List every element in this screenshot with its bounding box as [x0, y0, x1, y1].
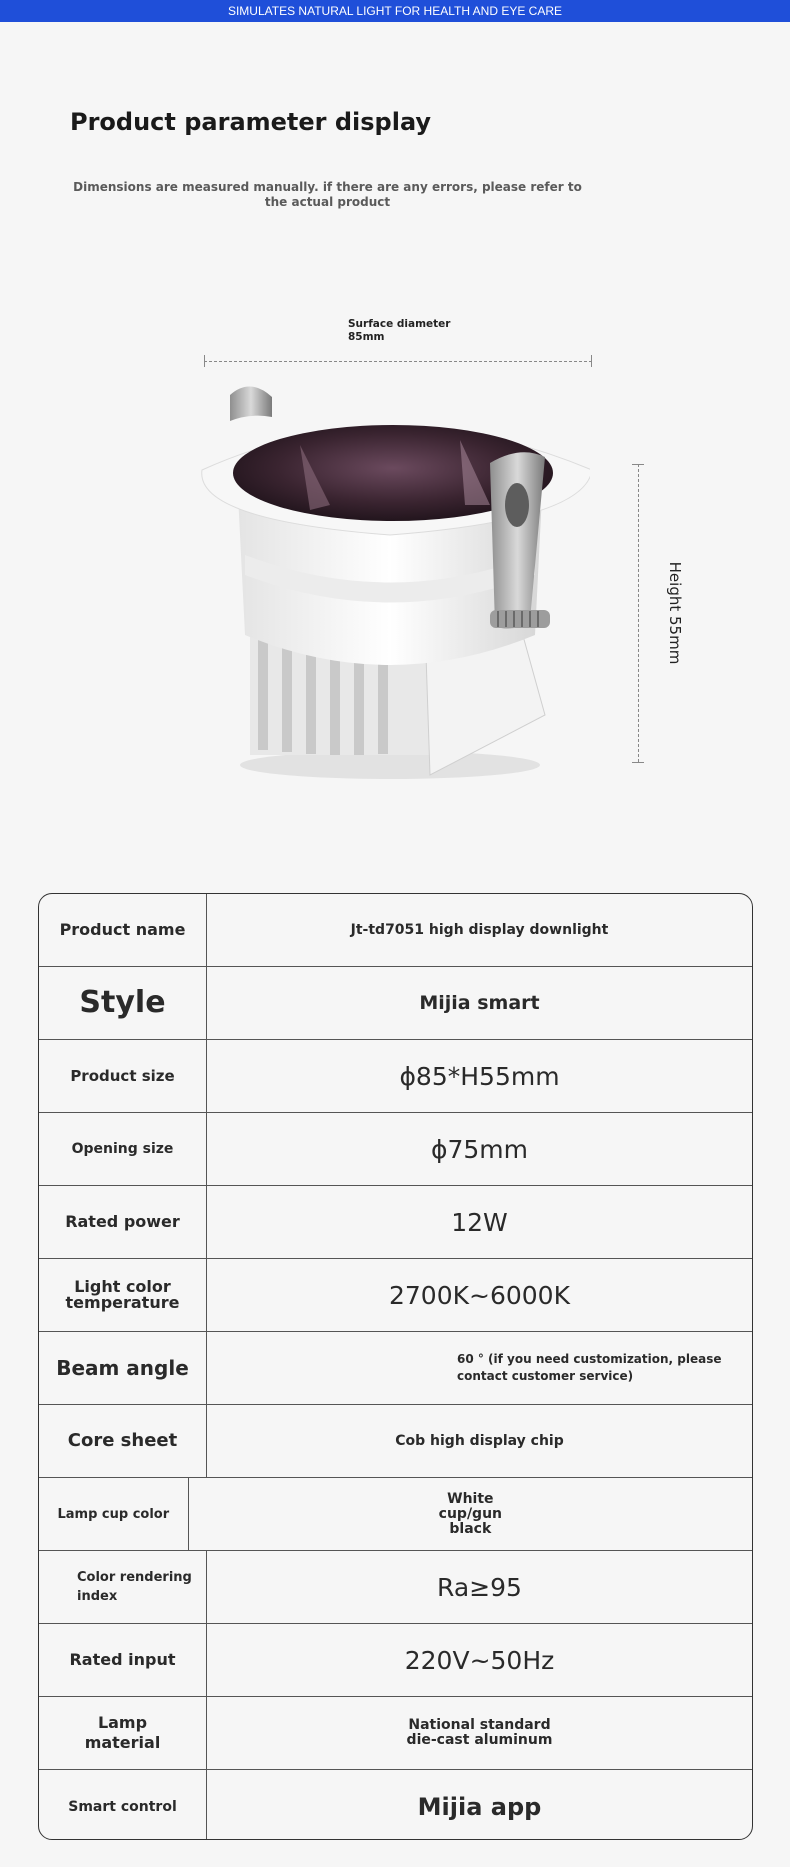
spec-row-rated-input [39, 1624, 752, 1697]
spec-label: Beam angle [39, 1332, 207, 1404]
spec-label: Lamp cup color [39, 1478, 189, 1550]
spec-label: Rated power [39, 1186, 207, 1258]
spec-row-core-sheet [39, 1405, 752, 1478]
spec-row-product-size [39, 1040, 752, 1113]
spec-table [38, 893, 753, 1840]
spec-value: 220V~50Hz [404, 1645, 555, 1675]
spec-value: ϕ75mm [430, 1134, 528, 1164]
spec-label: Light color temperature [39, 1259, 207, 1331]
banner-text: SIMULATES NATURAL LIGHT FOR HEALTH AND EYE CARE [227, 4, 563, 18]
spec-row-lamp-material [39, 1697, 752, 1770]
spec-value: 12W [451, 1207, 508, 1237]
spec-row-beam-angle [39, 1332, 752, 1405]
height-tick-top [632, 464, 644, 465]
spec-row-color-temperature [39, 1259, 752, 1332]
page-title: Product parameter display [70, 108, 432, 136]
diameter-dimension-line [204, 361, 592, 362]
spec-value: 2700K~6000K [389, 1280, 570, 1310]
measurement-note: Dimensions are measured manually. if there are any errors, please refer to the actual product [73, 180, 582, 209]
surface-diameter-label [348, 318, 450, 344]
height-tick-bottom [632, 762, 644, 763]
spec-row-style [39, 967, 752, 1040]
downlight-product-image [190, 385, 590, 785]
surface-diameter-value: 85mm [348, 331, 385, 343]
spec-value: Mijia smart [419, 992, 540, 1014]
spec-label: Style [39, 967, 207, 1039]
spec-row-lamp-cup-color [39, 1478, 752, 1551]
spec-value: Mijia app [417, 1792, 542, 1821]
top-banner [0, 0, 790, 22]
spec-value: 60 ° (if you need customization, please contact customer service) [457, 1352, 722, 1383]
spec-value: National standard die-cast aluminum [406, 1717, 553, 1748]
spec-row-rated-power [39, 1186, 752, 1259]
diameter-tick-right [591, 355, 592, 367]
height-dimension-line [638, 464, 639, 762]
spec-row-color-rendering-index [39, 1551, 752, 1624]
spec-label: Product name [39, 894, 207, 966]
height-label: Height 55mm [666, 561, 684, 665]
spec-row-smart-control [39, 1770, 752, 1840]
spec-label: Opening size [39, 1113, 207, 1185]
surface-diameter-title: Surface diameter [348, 318, 451, 330]
spec-value: Ra≥95 [437, 1572, 522, 1602]
spec-label: Rated input [39, 1624, 207, 1696]
spec-value: Jt-td7051 high display downlight [350, 922, 609, 938]
spec-label: Color rendering index [39, 1551, 207, 1623]
diameter-tick-left [204, 355, 205, 367]
spec-label: Core sheet [39, 1405, 207, 1477]
spec-label: Smart control [39, 1770, 207, 1840]
spec-label: Product size [39, 1040, 207, 1112]
spec-value: Cob high display chip [395, 1433, 564, 1449]
spec-value: White cup/gun black [438, 1490, 503, 1537]
spec-row-product-name [39, 894, 752, 967]
spec-value: ϕ85*H55mm [399, 1061, 560, 1091]
spec-row-opening-size [39, 1113, 752, 1186]
spec-label: Lamp material [39, 1697, 207, 1769]
